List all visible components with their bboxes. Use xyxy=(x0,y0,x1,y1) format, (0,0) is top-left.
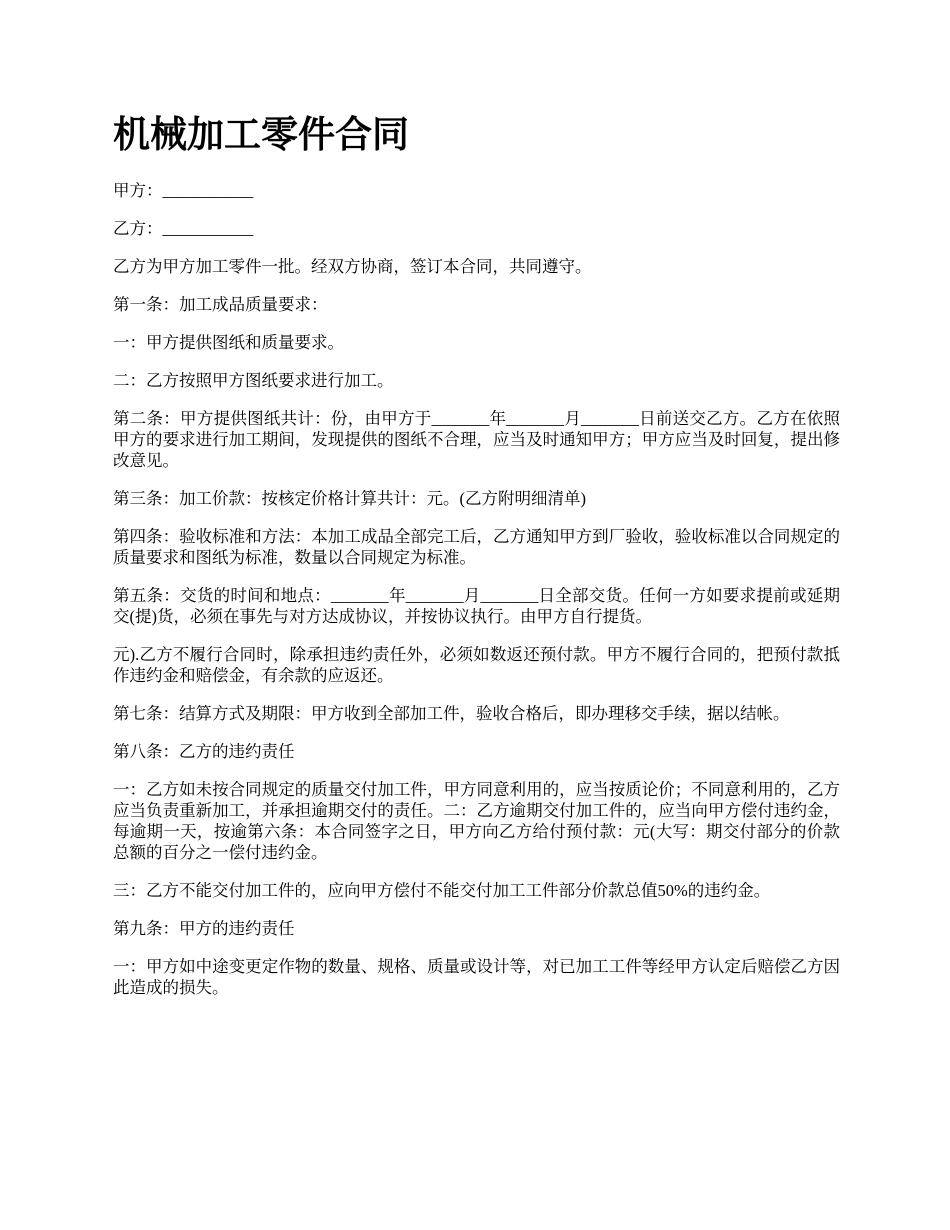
article-9-heading: 第九条：甲方的违约责任 xyxy=(113,919,295,938)
article-4-paragraph: 第四条：验收标准和方法：本加工成品全部完工后，乙方通知甲方到厂验收，验收标准以合同规定的质量要求和图纸为标准，数量以合同规定为标准。 xyxy=(113,527,840,567)
article-1-item-1: 一：甲方提供图纸和质量要求。 xyxy=(113,333,344,352)
article-8-heading: 第八条：乙方的违约责任 xyxy=(113,742,295,761)
document-title: 机械加工零件合同 xyxy=(113,115,409,156)
article-5-paragraph: 第五条：交货的时间和地点：_______年_______月_______日全部交货。任何一方如要求提前或延期交(提)货，必须在事先与对方达成协议，并按协议执行。由甲方自行提货。 xyxy=(113,586,840,626)
party-b-line: 乙方：___________ xyxy=(113,219,254,238)
article-3-paragraph: 第三条：加工价款：按核定价格计算共计：元。(乙方附明细清单) xyxy=(113,489,586,508)
intro-paragraph: 乙方为甲方加工零件一批。经双方协商，签订本合同，共同遵守。 xyxy=(113,257,592,276)
article-8-item-1: 一：乙方如未按合同规定的质量交付加工件，甲方同意利用的，应当按质论价；不同意利用的，乙方应当负责重新加工，并承担逾期交付的责任。二：乙方逾期交付加工件的，应当向甲方偿付违约金，每逾期一天，按逾第六条：本合同签字之日，甲方向乙方给付预付款：元(大写：期交付部分的价款总额的百分之一偿付违约金。 xyxy=(113,780,840,862)
article-8-item-3: 三：乙方不能交付加工件的，应向甲方偿付不能交付加工工件部分价款总值50%的违约金。 xyxy=(113,881,771,900)
document-body xyxy=(113,180,840,1015)
article-2-paragraph: 第二条：甲方提供图纸共计：份，由甲方于_______年_______月_______日前送交乙方。乙方在依照甲方的要求进行加工期间，发现提供的图纸不合理，应当及时通知甲方；甲方应当及时回复，提出修改意见。 xyxy=(113,409,840,470)
article-1-item-2: 二：乙方按照甲方图纸要求进行加工。 xyxy=(113,371,394,390)
article-7-paragraph: 第七条：结算方式及期限：甲方收到全部加工件，验收合格后，即办理移交手续，据以结帐。 xyxy=(113,704,790,723)
prepayment-paragraph: 元).乙方不履行合同时，除承担违约责任外，必须如数返还预付款。甲方不履行合同的，把预付款抵作违约金和赔偿金，有余款的应返还。 xyxy=(113,645,840,685)
article-9-item-1: 一：甲方如中途变更定作物的数量、规格、质量或设计等，对已加工工件等经甲方认定后赔偿乙方因此造成的损失。 xyxy=(113,957,840,997)
party-a-line: 甲方：___________ xyxy=(113,181,254,200)
article-1-heading: 第一条：加工成品质量要求： xyxy=(113,295,328,314)
